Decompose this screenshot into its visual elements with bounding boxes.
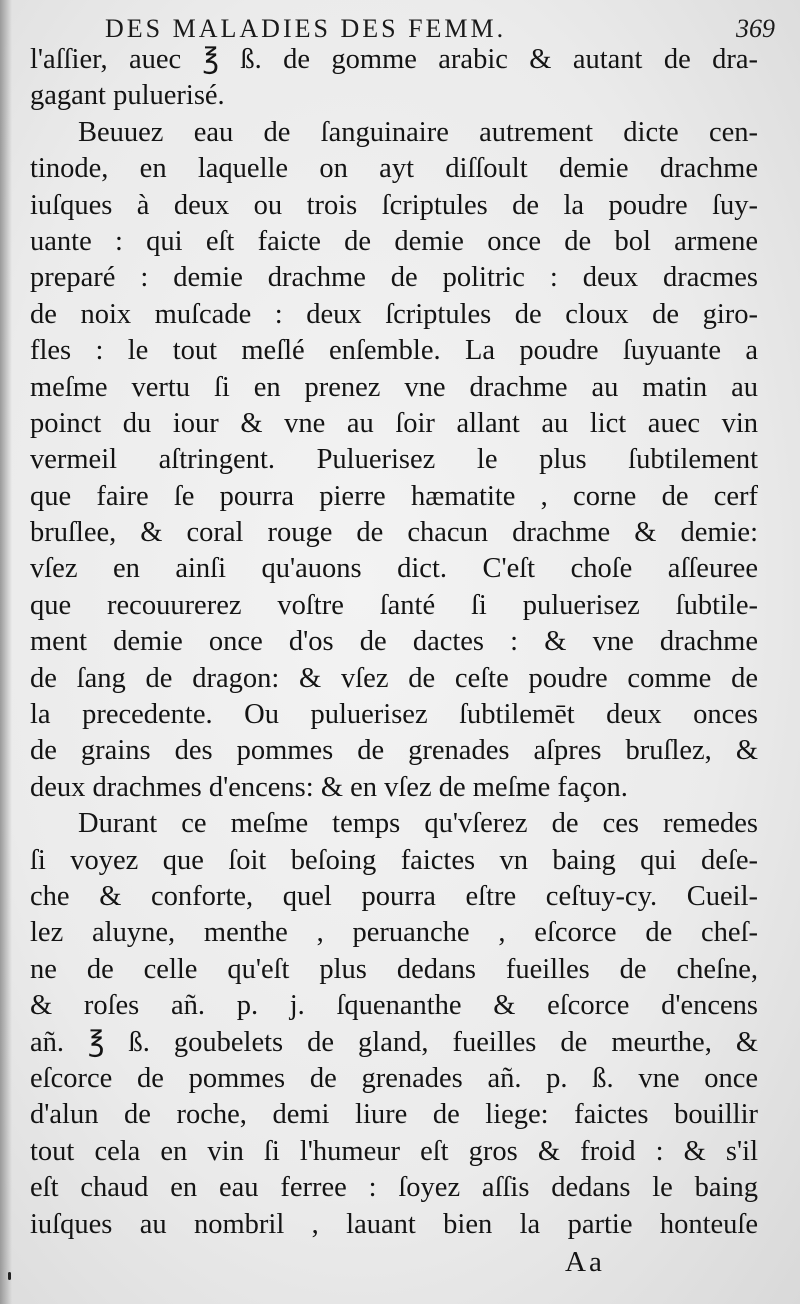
- text-line: vermeil aſtringent. Puluerisez le plus ſubtilement: [30, 444, 758, 476]
- text-line: bruſlee, & coral rouge de chacun drachme & demie:: [30, 517, 758, 549]
- text-line: de grains des pommes de grenades aſpres bruſlez, &: [30, 735, 758, 767]
- signature-mark: Aa: [565, 1246, 605, 1278]
- text-line: ſi voyez que ſoit beſoing faictes vn baing qui deſe-: [30, 844, 758, 876]
- text-line: de noix muſcade : deux ſcriptules de cloux de giro-: [30, 298, 758, 330]
- text-line: ment demie once d'os de dactes : & vne drachme: [30, 626, 758, 658]
- text-line: ne de celle qu'eſt plus dedans fueilles de cheſne,: [30, 953, 758, 985]
- text-line: poinct du iour & vne au ſoir allant au lict auec vin: [30, 407, 758, 439]
- text-line: eſt chaud en eau ferree : ſoyez aſſis dedans le baing: [30, 1172, 758, 1204]
- text-line: de ſang de dragon: & vſez de ceſte poudre comme de: [30, 662, 758, 694]
- text-line: che & conforte, quel pourra eſtre ceſtuy-cy. Cueil-: [30, 880, 758, 912]
- text-line: tout cela en vin ſi l'humeur eſt gros & froid : & s'il: [30, 1135, 758, 1167]
- text-line: que faire ſe pourra pierre hæmatite , corne de cerf: [30, 480, 758, 512]
- text-line: uante : qui eſt faicte de demie once de bol armene: [30, 225, 758, 257]
- text-line: iuſques à deux ou trois ſcriptules de la poudre ſuy-: [30, 189, 758, 221]
- text-line: d'alun de roche, demi liure de liege: faictes bouillir: [30, 1099, 758, 1131]
- text-line: la precedente. Ou puluerisez ſubtilemēt deux onces: [30, 699, 758, 731]
- running-title: DES MALADIES DES FEMM.: [105, 14, 507, 43]
- text-line: tinode, en laquelle on ayt diſſoult demie drachme: [30, 153, 758, 185]
- text-line: & roſes añ. p. j. ſquenanthe & eſcorce d'encens: [30, 990, 758, 1022]
- text-line: deux drachmes d'encens: & en vſez de meſme façon.: [30, 771, 628, 803]
- text-line: preparé : demie drachme de politric : deux dracmes: [30, 262, 758, 294]
- text-line: que recouurerez voſtre ſanté ſi puluerisez ſubtile-: [30, 589, 758, 621]
- page-number: 369: [736, 14, 775, 43]
- text-line: iuſques au nombril , lauant bien la partie honteuſe: [30, 1208, 758, 1240]
- text-line: vſez en ainſi qu'auons dict. C'eſt choſe aſſeuree: [30, 553, 758, 585]
- text-line: meſme vertu ſi en prenez vne drachme au matin au: [30, 371, 758, 403]
- paragraph-start-line: Beuuez eau de ſanguinaire autrement dicte cen-: [78, 116, 758, 148]
- text-line: añ. ℥ ß. goubelets de gland, fueilles de meurthe, &: [30, 1026, 758, 1058]
- ink-speck: [8, 1272, 11, 1280]
- text-line: fles : le tout meſlé enſemble. La poudre ſuyuante a: [30, 335, 758, 367]
- paragraph-start-line: Durant ce meſme temps qu'vſerez de ces remedes: [78, 808, 758, 840]
- body-text: [30, 42, 758, 1243]
- text-line: lez aluyne, menthe , peruanche , eſcorce de cheſ-: [30, 917, 758, 949]
- text-line: eſcorce de pommes de grenades añ. p. ß. vne once: [30, 1062, 758, 1094]
- text-line: gagant puluerisé.: [30, 80, 225, 112]
- text-line: l'aſſier, auec ℥ ß. de gomme arabic & autant de dra-: [30, 44, 758, 75]
